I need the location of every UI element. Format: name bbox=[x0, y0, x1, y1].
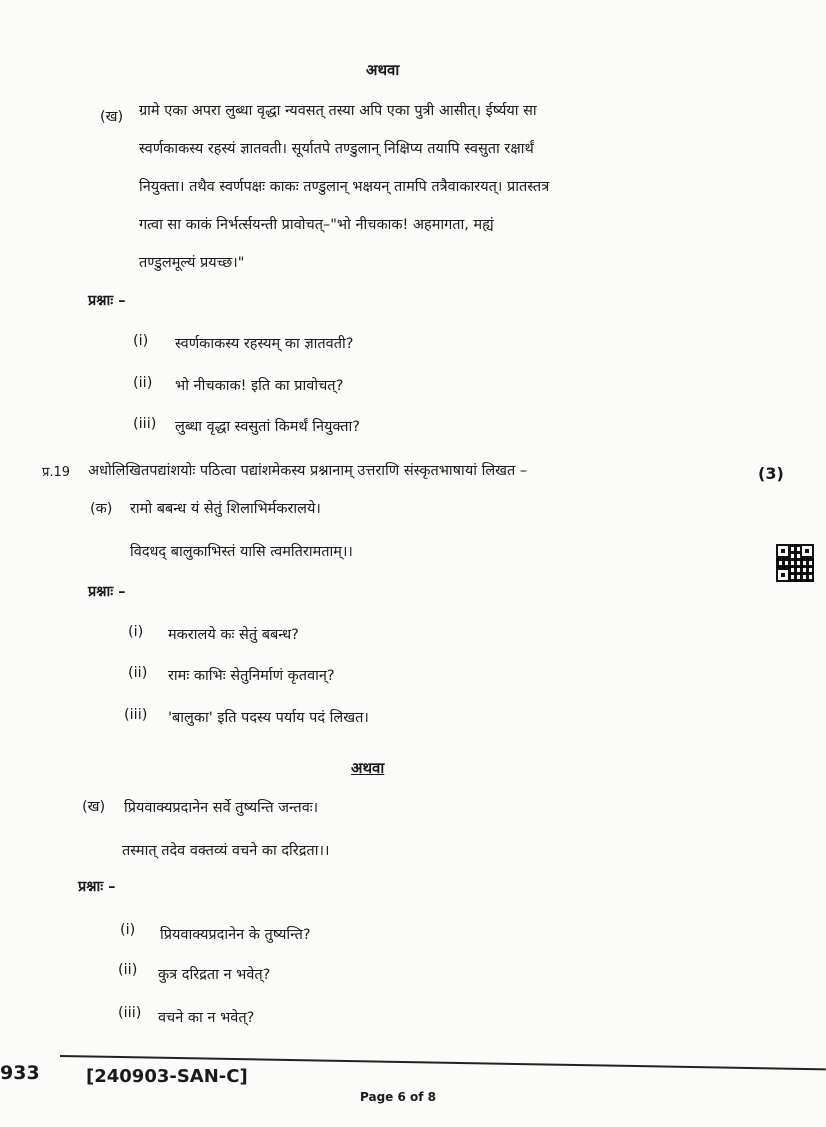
question-num: (iii) bbox=[118, 1005, 142, 1021]
question-text: स्वर्णकाकस्य रहस्यम् का ज्ञातवती? bbox=[175, 336, 354, 352]
page-number: Page 6 of 8 bbox=[360, 1090, 436, 1104]
prashna-label-1: प्रश्नाः – bbox=[88, 293, 126, 309]
or-heading-2: अथवा bbox=[351, 759, 385, 777]
option-label-kha-2: (ख) bbox=[82, 799, 106, 815]
question-text: 'बालुका' इति पदस्य पर्याय पदं लिखत। bbox=[168, 710, 369, 726]
passage-line-5: तण्डुलमूल्यं प्रयच्छ।" bbox=[139, 255, 245, 271]
question-text: मकरालये कः सेतुं बबन्ध? bbox=[168, 627, 299, 643]
question-text: रामः काभिः सेतुनिर्माणं कृतवान्? bbox=[168, 668, 335, 684]
question-num: (i) bbox=[120, 922, 136, 938]
question-num: (i) bbox=[128, 624, 144, 640]
question-num: (i) bbox=[133, 333, 149, 349]
question-text: कुत्र दरिद्रता न भवेत्? bbox=[158, 967, 271, 983]
option-label-ka: (क) bbox=[90, 501, 113, 517]
question-text: वचने का न भवेत्? bbox=[158, 1010, 255, 1026]
or-heading-1: अथवा bbox=[366, 61, 400, 79]
prashna-label-2: प्रश्नाः – bbox=[88, 584, 126, 600]
question-number-19: प्र.19 bbox=[42, 465, 71, 480]
verse-line-1: रामो बबन्ध यं सेतुं शिलाभिर्मकरालये। bbox=[130, 501, 321, 517]
question-text: लुब्धा वृद्धा स्वसुतां किमर्थं नियुक्ता? bbox=[175, 419, 360, 435]
prashna-label-3: प्रश्नाः – bbox=[78, 879, 116, 895]
passage-line-4: गत्वा सा काकं निर्भर्त्सयन्ती प्रावोचत्–"भो नीचकाक! अहमागता, मह्यं bbox=[139, 217, 494, 233]
question-num: (ii) bbox=[128, 665, 148, 681]
question-num: (iii) bbox=[124, 707, 148, 723]
question-num: (ii) bbox=[133, 375, 153, 391]
option-label-kha-1: (ख) bbox=[100, 109, 124, 125]
footer-code: [240903-SAN-C] bbox=[86, 1066, 248, 1087]
verse-line-2: विदधद् बालुकाभिस्तं यासि त्वमतिरामताम्।। bbox=[130, 544, 353, 560]
passage-line-2: स्वर्णकाकस्य रहस्यं ज्ञातवती। सूर्यातपे तण्डुलान् निक्षिप्य तयापि स्वसुता रक्षार्थं bbox=[139, 141, 534, 157]
question-num: (ii) bbox=[118, 962, 138, 978]
question-num: (iii) bbox=[133, 416, 157, 432]
marks: (3) bbox=[758, 464, 784, 483]
q19-instruction: अधोलिखितपद्यांशयोः पठित्वा पद्यांशमेकस्य प्रश्नानाम् उत्तराणि संस्कृतभाषायां लिखत – bbox=[88, 463, 528, 479]
qr-code bbox=[776, 544, 814, 582]
question-text: भो नीचकाक! इति का प्रावोचत्? bbox=[175, 378, 344, 394]
footer-code-left: 933 bbox=[0, 1062, 40, 1084]
verse-line-1: प्रियवाक्यप्रदानेन सर्वे तुष्यन्ति जन्तवः। bbox=[124, 800, 319, 816]
verse-line-2: तस्मात् तदेव वक्तव्यं वचने का दरिद्रता।। bbox=[122, 843, 330, 859]
question-text: प्रियवाक्यप्रदानेन के तुष्यन्ति? bbox=[160, 927, 311, 943]
passage-line-3: नियुक्ता। तथैव स्वर्णपक्षः काकः तण्डुलान् भक्षयन् तामपि तत्रैवाकारयत्। प्रातस्तत्र bbox=[139, 179, 550, 195]
passage-line-1: ग्रामे एका अपरा लुब्धा वृद्धा न्यवसत् तस्या अपि एका पुत्री आसीत्। ईर्ष्यया सा bbox=[139, 103, 537, 119]
